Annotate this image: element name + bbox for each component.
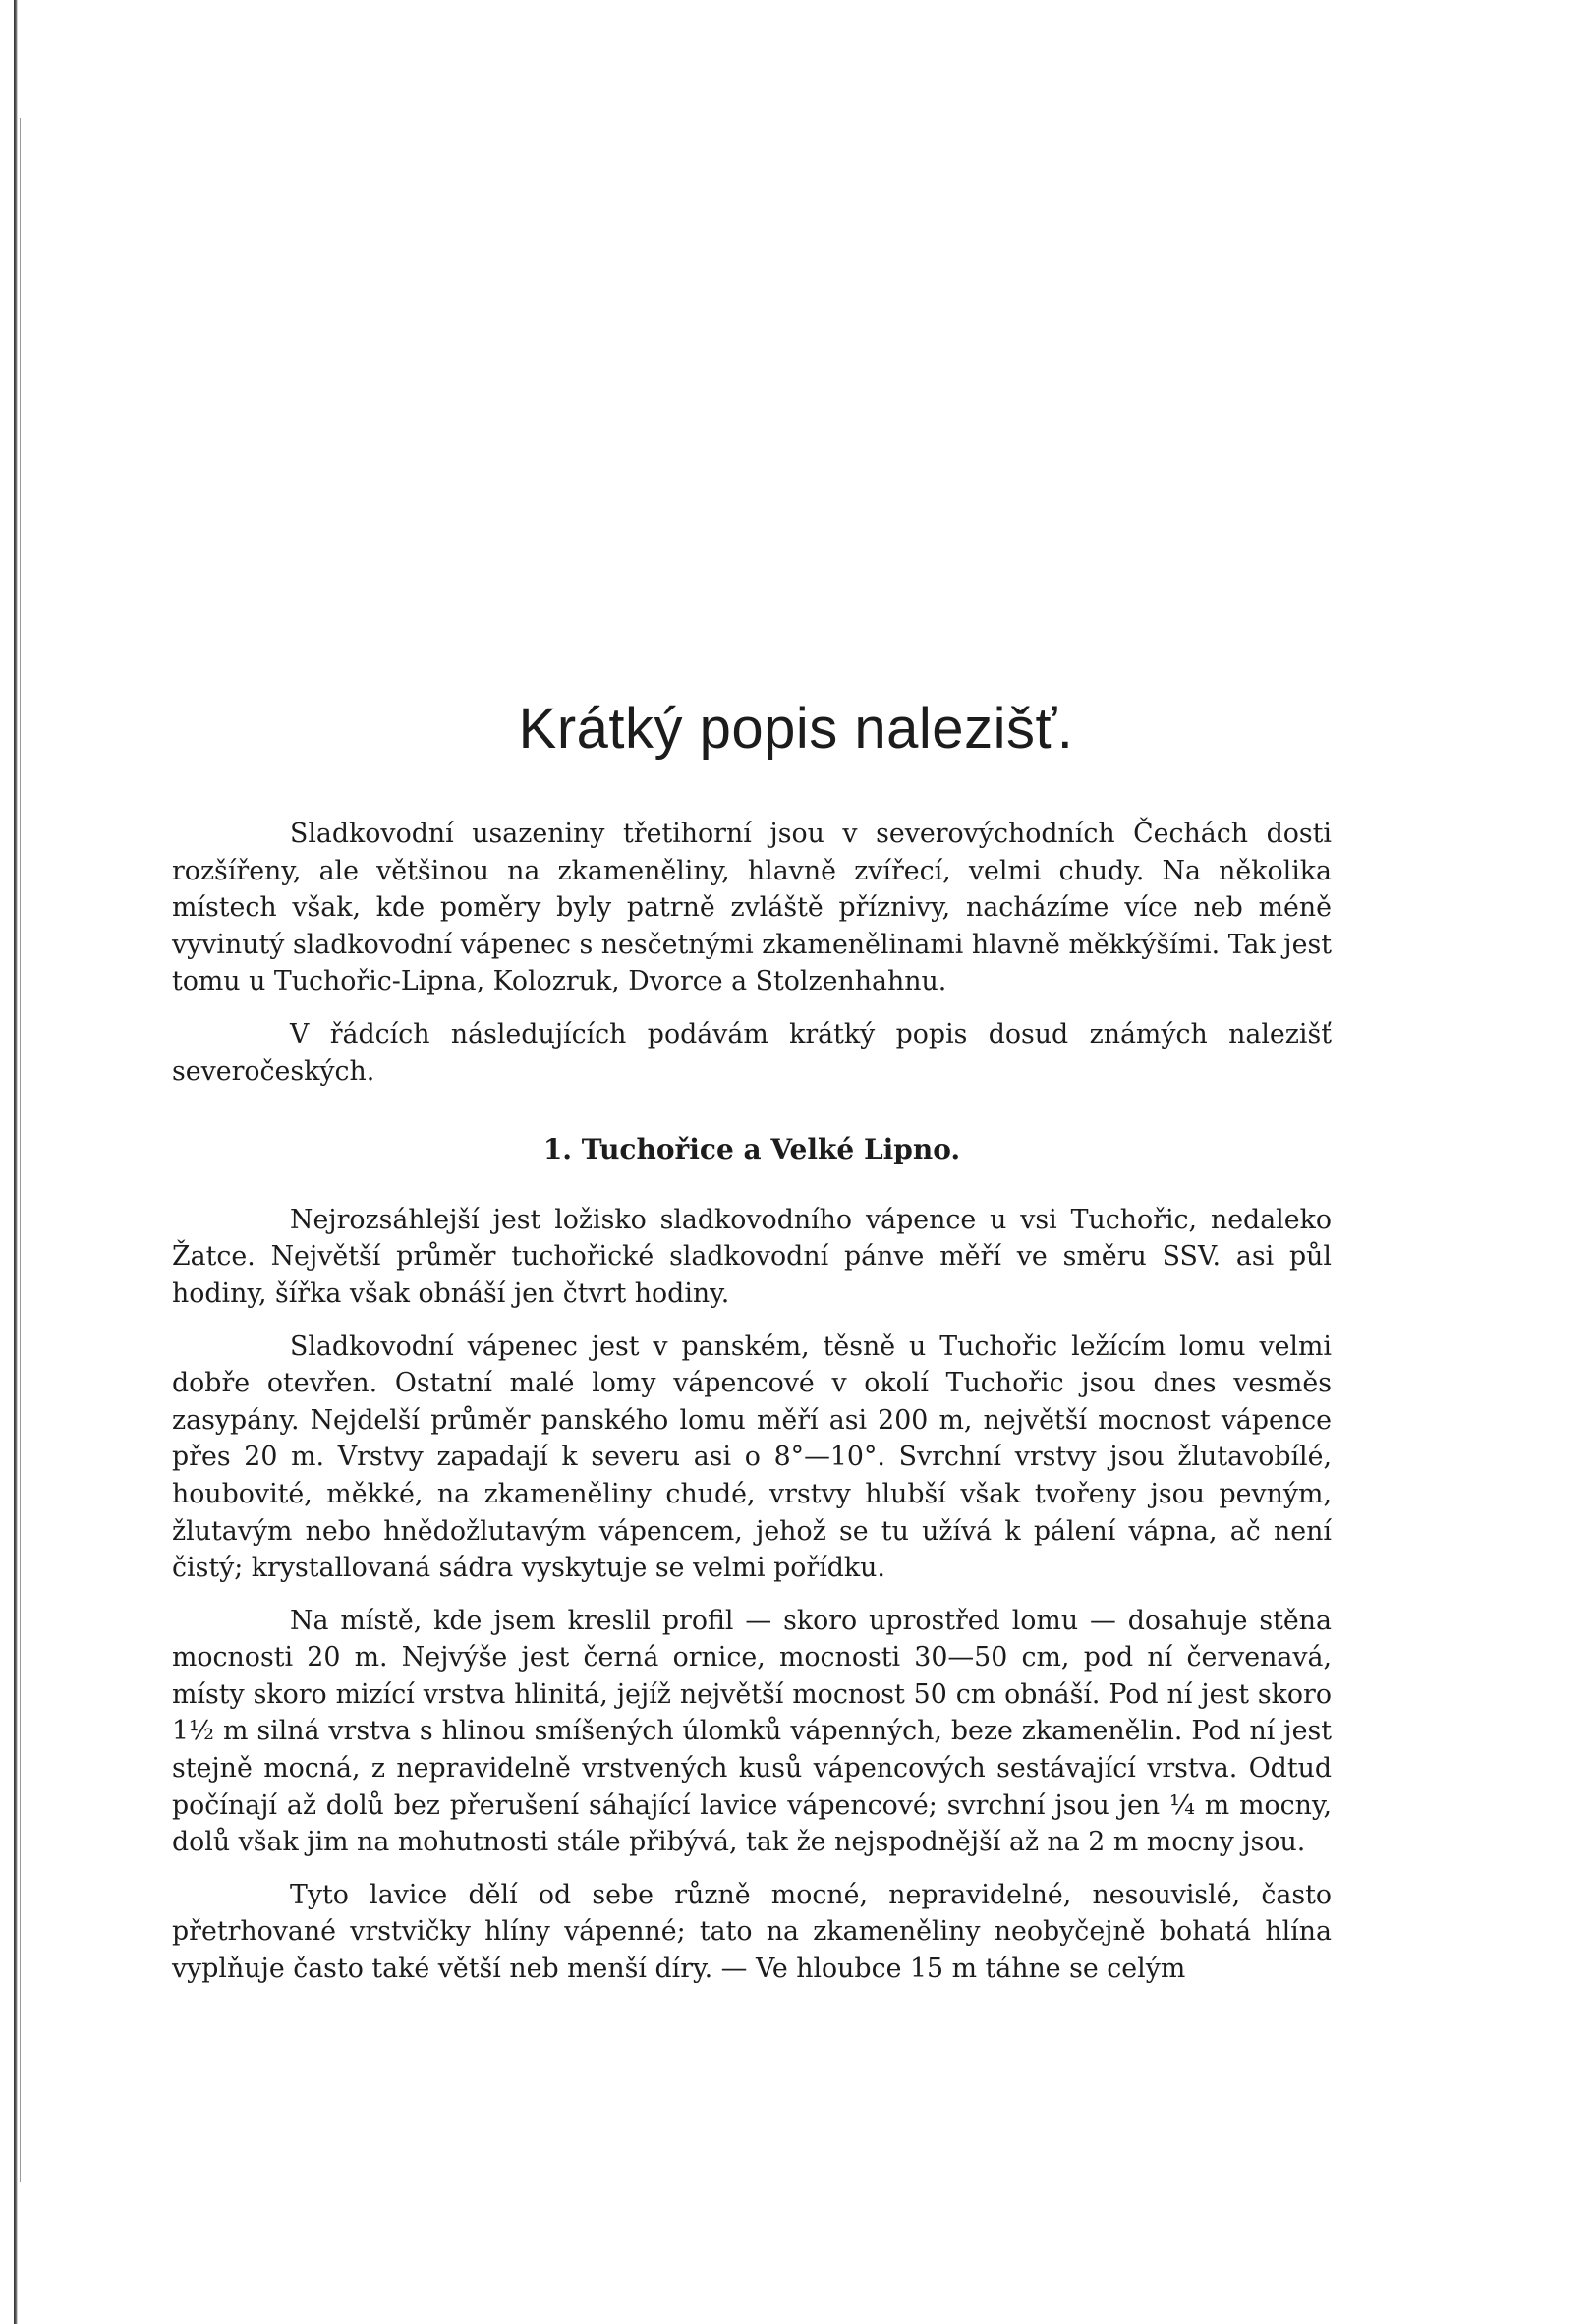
section-heading: 1. Tuchořice a Velké Lipno. bbox=[542, 1133, 961, 1166]
scan-edge-line bbox=[20, 118, 21, 2182]
scan-edge bbox=[14, 0, 18, 2324]
page-title: Krátký popis nalezišť. bbox=[518, 697, 1074, 761]
paragraph: Sladkovodní usazeniny třetihorní jsou v severovýchodních Čechách dosti rozšířeny, ale většinou na zkameněliny, hlavně zvířecí, velmi chudy. Na několika místech však, kde poměry byly patrně zvláště příznivy, nacházíme více neb méně vyvinutý sladkovodní vápenec s nesčetnými zkamenělinami hlavně měkkýšími. Tak jest tomu u Tuchořic-Lipna, Kolozruk, Dvorce a Stolzenhahnu. bbox=[172, 819, 1332, 997]
paragraph: Sladkovodní vápenec jest v panském, těsně u Tuchořic ležícím lomu velmi dobře otevřen. Ostatní malé lomy vápencové v okolí Tuchořic jsou dnes vesměs zasypány. Nejdelší průměr panského lomu měří asi 200 m, největší mocnost vápence přes 20 m. Vrstvy zapadají k severu asi o 8°—10°. Svrchní vrstvy jsou žlutavobílé, houbovité, měkké, na zkameněliny chudé, vrstvy hlubší však tvořeny jsou pevným, žlutavým nebo hnědožlutavým vápencem, jehož se tu užívá k pálení vápna, ač není čistý; krystallovaná sádra vyskytuje se velmi pořídku. bbox=[172, 1331, 1332, 1584]
paragraph: Nejrozsáhlejší jest ložisko sladkovodního vápence u vsi Tuchořic, nedaleko Žatce. Největší průměr tuchořické sladkovodní pánve měří ve směru SSV. asi půl hodiny, šířka však obnáší jen čtvrt hodiny. bbox=[172, 1204, 1332, 1309]
paragraph: Tyto lavice dělí od sebe různě mocné, nepravidelné, nesouvislé, často přetrhované vrstvičky hlíny vápenné; tato na zkameněliny neobyčejně bohatá hlína vyplňuje často také větší neb menší díry. — Ve hloubce 15 m táhne se celým bbox=[172, 1879, 1332, 1985]
paragraph: V řádcích následujících podávám krátký popis dosud známých nalezišť severočeských. bbox=[172, 1018, 1332, 1087]
paragraph: Na místě, kde jsem kreslil profil — skoro uprostřed lomu — dosahuje stěna mocnosti 20 m. Nejvýše jest černá ornice, mocnosti 30—50 cm, pod ní červenavá, místy skoro mizící vrstva hlinitá, jejíž největší mocnost 50 cm obnáší. Pod ní jest skoro 1½ m silná vrstva s hlinou smíšených úlomků vápenných, beze zkamenělin. Pod ní jest stejně mocná, z nepravidelně vrstvených kusů vápencových sestávající vrstva. Odtud počínají až dolů bez přerušení sáhající lavice vápencové; svrchní jsou jen ¼ m mocny, dolů však jim na mohutnosti stále přibývá, tak že nejspodnější až na 2 m mocny jsou. bbox=[172, 1605, 1332, 1858]
intro-block bbox=[172, 816, 1332, 1988]
